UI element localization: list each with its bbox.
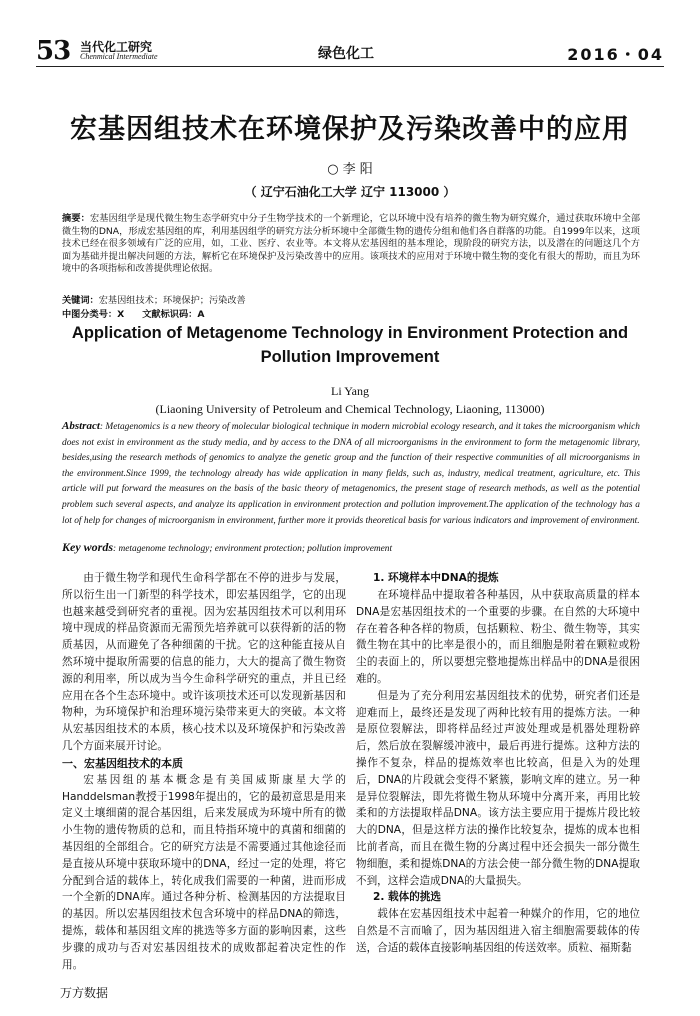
journal-name-cn: 当代化工研究: [80, 40, 153, 54]
section-heading: 一、宏基因组技术的本质: [62, 756, 183, 770]
journal-name-en: Chenmical Intermediate: [80, 52, 158, 61]
affiliation-cn: （ 辽宁石油化工大学 辽宁 113000 ）: [244, 185, 456, 199]
keywords-en: [62, 540, 392, 555]
clc-value: X: [117, 309, 125, 320]
keywords-en-text: : metagenome technology; environment protection; pollution improvement: [113, 544, 393, 554]
abstract-en-text: : Metagenomics is a new theory of molecular biological technique in modern microbial ecology research, and it takes the microorganism which does not exist in environment as the study media, and by access to the DNA of all microorganisms in the environment to form the metagenomic library, besides,using the research methods of genomics to analyze the genetic group and the function of their respective communities of all microorganisms in the environment.Since 1999, the technology already has wide application in many fields, such as, industry, medical treatment, agriculture, etc. This article will put forward the measures on the basis of the basic theory of metagenomics, the present stage of research methods, as well as the potential problem such several aspects, and analyze its application in environment protection and pollution improvement.The application of the technology has a lot of help for changes of microorganism in environment, further more it provids theoretical basis for various indicators and improvement of environment.: [62, 422, 640, 526]
subsection-heading: 1. 环境样本中DNA的提炼: [372, 572, 499, 584]
author-en: Li Yang: [330, 384, 369, 398]
page-header: [36, 36, 664, 67]
keywords-cn-label: 关键词：: [62, 295, 99, 306]
classification-cn: [62, 306, 204, 320]
body-right-column: [356, 570, 640, 957]
body-paragraph: 载体在宏基因组技术中起着一种媒介的作用，它的地位自然是不言而喻了，因为基因组进入宿主细胞需要载体的传送，合适的载体直接影响基因组的传送效率。质粒、福斯黏: [356, 908, 640, 954]
affiliation-en: (Liaoning University of Petroleum and Chemical Technology, Liaoning, 113000): [155, 402, 545, 416]
footer-source: 万方数据: [60, 986, 109, 1000]
clc-label: 中图分类号：: [62, 309, 118, 320]
body-paragraph: 由于微生物学和现代生命科学都在不停的进步与发展，所以衍生出一门新型的科学技术，即宏基因组学，它的出现也越来越受到研究者的重视。因为宏基因组技术可以利用环境中现成的样品资源而无需预先培养就可以获得新的活的物质基因，从而避免了各种细菌的干扰。它的这种能直接从自然环境中提取所需要的信息的能力，大大的提高了微生物资源的利用率，所以成为当今生命科学研究的重点，并且已经应用在各个生态环境中。或许该项技术还可以发现新基因和物种，为环境保护和治理环境污染带来更大的突破。本文将从宏基因组技术的本质，核心技术以及环境保护和污染改善几个方面来展开讨论。: [62, 572, 346, 752]
body-paragraph: 宏基因组的基本概念是有美国威斯康星大学的Handdelsman教授于1998年提出的，它的最初意思是用来定义土壤细菌的混合基因组，后来发展成为环境中所有的微小生物的遗传物质的总和，而且特指环境中的真菌和细菌的基因组的全部组合。它的研究方法是不需要通过其他途径而是直接从环境中获取环境中的DNA，经过一定的处理，将它分配到合适的载体上，转化成我们需要的一种菌，进而形成一个全新的DNA库。通过各种分析、检测基因的方法提取目的基因。所以宏基因组技术包含环境中的样品DNA的筛选，提炼，载体和基因组文库的挑选等多方面的影响因素，这些步骤的成功与否对宏基因组技术的成败都起着决定性的作用。: [62, 773, 346, 971]
doc-code-label: 文献标识码：: [142, 309, 198, 320]
page-number: 53: [36, 36, 71, 66]
article-title-en: Application of Metagenome Technology in Environment Protection and Pollution Improvement: [71, 324, 629, 366]
abstract-cn: [62, 213, 640, 276]
keywords-cn-text: 宏基因组技术；环境保护；污染改善: [98, 295, 246, 306]
doc-code-value: A: [197, 309, 205, 320]
abstract-en-label: Abstract: [62, 420, 100, 432]
abstract-cn-label: 摘要：: [62, 213, 90, 224]
subsection-heading: 2. 载体的挑选: [372, 891, 442, 904]
keywords-cn: [62, 292, 246, 306]
body-paragraph: 但是为了充分利用宏基因组技术的优势，研究者们还是迎难而上，最终还是发现了两种比较有用的提炼方法。一种是原位裂解法，即将样品经过声波处理或是机器处理粉碎后，然后放在裂解缓冲液中，最后再进行提炼。这种方法的操作不复杂，样品的提炼效率也比较高，但是入为的处理后，DNA的片段就会变得不紧簇，影响文库的建立。另一种是异位裂解法，即先将微生物从环境中分离开来，再用比较柔和的方法提取样品DNA。该方法主要应用于提炼片段比较大的DNA，但是这样方法的操作比较复杂，提炼的成本也相比前者高，而且在微生物的分离过程中还会损失一部分微生物细胞，柔和提炼DNA的方法会使一部分微生物的DNA提取不到，这样会造成DNA的大量损失。: [356, 689, 640, 887]
body-paragraph: 在环境样品中提取着各种基因，从中获取高质量的样本DNA是宏基因组技术的一个重要的步骤。在自然的大环境中存在着各种各样的物质，包括颗粒、粉尘、微生物等，其实微生物在其中的比率是很小的，而且细胞是附着在颗粒或粉尘的表面上的，所以要想完整地提炼出样品中的DNA是很困难的。: [356, 589, 640, 685]
issue-number: 2016・04: [567, 45, 664, 64]
abstract-en: [62, 419, 640, 529]
column-name: 绿色化工: [318, 46, 374, 62]
abstract-cn-text: 宏基因组学是现代微生物生态学研究中分子生物学技术的一个新理论，它以环境中没有培养的微生物为研究媒介，通过获取环境中全部微生物的DNA，形成宏基因组的库，利用基因组学的研究方法分析环境中全部微生物的遗传分组和他们各自群落的功能。自1999年以来，这项技术已经在很多领域有广泛的应用，如，工业、医疗、农业等。本文将从宏基因组的基本理论，现阶段的研究方法，以及潜在的问题这几个方面为基础并提出解决问题的方法，解析它在环境保护及污染改善中的应用。该项技术的应用对于环境中微生物的变化有很大的帮助，而且为环境中的各项指标和改善提供理论依据。: [62, 213, 641, 275]
author-cn: ○ 李 阳: [327, 162, 373, 177]
article-title-cn: 宏基因组技术在环境保护及污染改善中的应用: [70, 114, 630, 145]
keywords-en-label: Key words: [62, 540, 113, 554]
body-left-column: [62, 570, 346, 973]
